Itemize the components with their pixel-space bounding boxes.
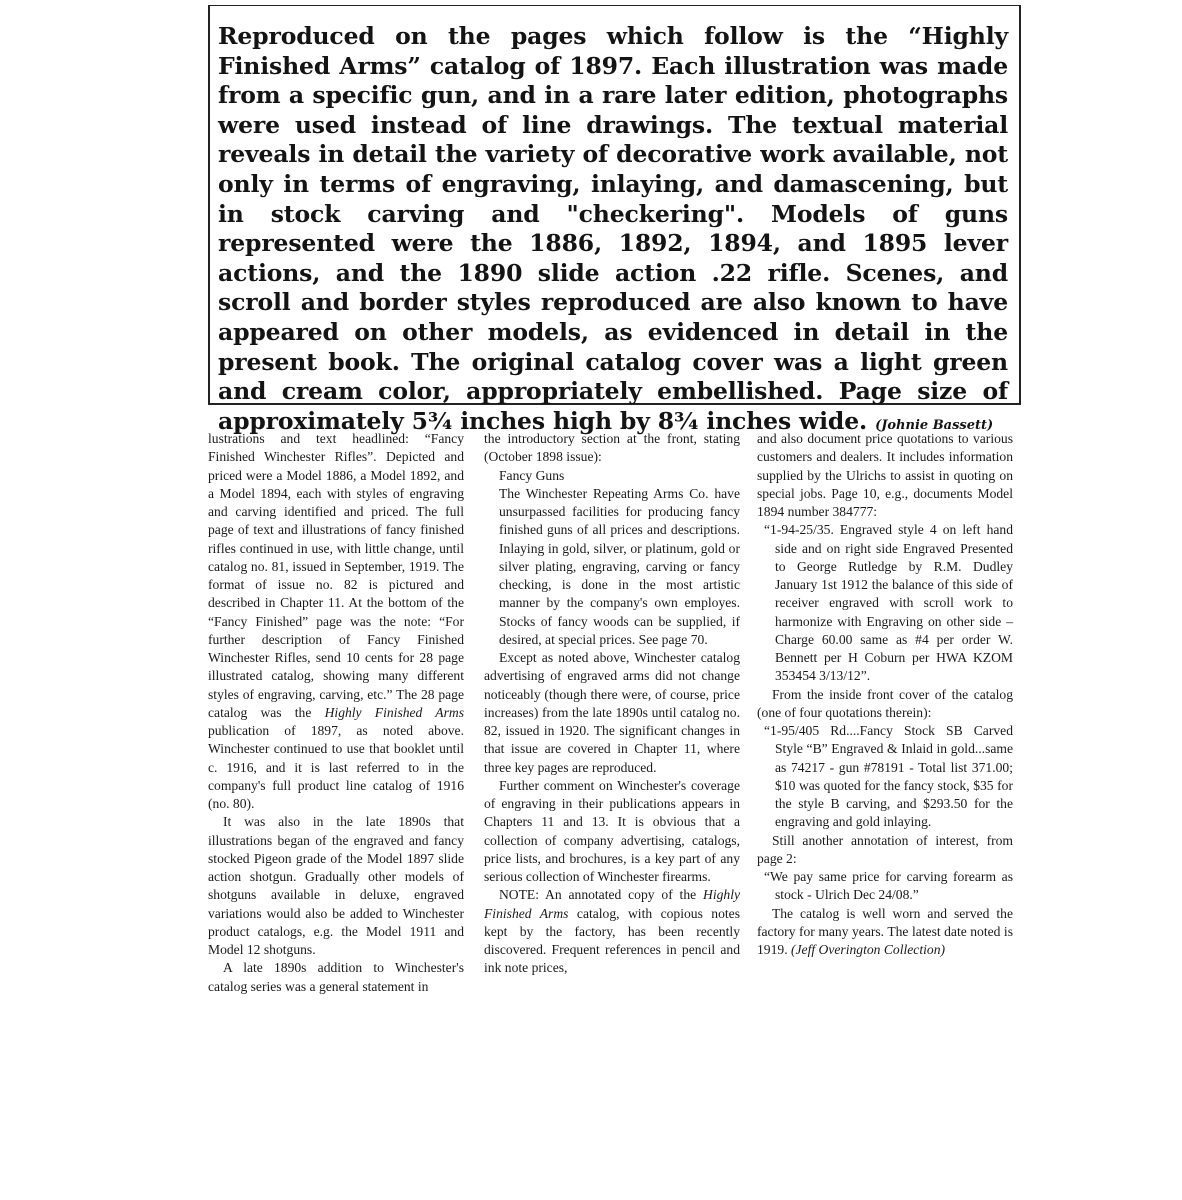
col2-quote-body: The Winchester Repeating Arms Co. have unsurpassed facilities for producing fancy finished guns of all prices and descriptions. Inlaying in gold, silver, or platinum, gold or silver plating, engraving, carving or fancy checking, is done in the most artistic manner by the company's own employes. Stocks of fancy woods can be supplied, if desired, at special prices. See page 70. [499, 485, 740, 647]
col3-paragraph-4 [757, 905, 1013, 960]
col3-paragraph-1: and also document price quotations to various customers and dealers. It includes information supplied by the Ulrichs to assist in quoting on special jobs. Page 10, e.g., documents Model 1894 number 384777: [757, 431, 1013, 519]
column-left [208, 430, 464, 996]
intro-text: Reproduced on the pages which follow is the “Highly Finished Arms” catalog of 1897. Each illustration was made from a specific gun, and in a rare later edition, photographs were used instead of line drawings. The textual material reveals in detail the variety of decorative work available, not only in terms of engraving, inlaying, and damascening, but in stock carving and "checkering". Models of guns represented were the 1886, 1892, 1894, and 1895 lever actions, and the 1890 slide action .22 rifle. Scenes, and scroll and border styles reproduced are also known to have appeared on other models, as evidenced in detail in the present book. The original catalog cover was a light green and cream color, appropriately embellished. Page size of approximately 5¾ inches high by 8¾ inches wide. [218, 22, 1008, 435]
col3-p4-credit: (Jeff Overington Collection) [791, 942, 946, 957]
col2-paragraph-1: the introductory section at the front, stating (October 1898 issue): [484, 431, 740, 465]
column-right [757, 430, 1013, 959]
col2-quote-title: Fancy Guns [499, 467, 565, 483]
column-middle [484, 430, 740, 978]
col2-p4-title: Highly Finished Arms [484, 887, 740, 921]
col2-paragraph-3: Further comment on Winchester's coverage of engraving in their publications appears in Chapters 11 and 13. It is obvious that a collection of company advertising, catalogs, price lists, and brochures, is a key part of any serious collection of Winchester firearms. [484, 777, 740, 884]
col2-p4-end: catalog, with copious notes kept by the factory, has been recently discovered. Frequent references in pencil and ink note prices, [484, 905, 740, 976]
col3-paragraph-3: Still another annotation of interest, from page 2: [757, 832, 1013, 866]
col1-p1-text: lustrations and text headlined: “Fancy Finished Winchester Rifles”. Depicted and priced were a Model 1886, a Model 1892, and a Model 1894, each with styles of engraving and carving identified and priced. The full page of text and illustrations of fancy finished rifles continued in use, with little change, until catalog no. 81, issued in September, 1919. The format of issue no. 82 is pictured and described in Chapter 11. At the bottom of the “Fancy Finished” page was the note: “For further description of Fancy Finished Winchester Rifles, send 10 cents for 28 page illustrated catalog, showing many different styles of engraving, carving, etc.” The 28 page catalog was the [208, 431, 464, 720]
col1-p1-end: publication of 1897, as noted above. Winchester continued to use that booklet until c. 1916, and it is last referred to in the company's full product line catalog of 1916 (no. 80). [208, 723, 464, 811]
col1-paragraph-3: A late 1890s addition to Winchester's catalog series was a general statement in [208, 960, 464, 994]
col3-quote-2: “1-95/405 Rd....Fancy Stock SB Carved Style “B” Engraved & Inlaid in gold...same as 74217 - gun #78191 - Total list 371.00; $10 was quoted for the fancy stock, $35 for the style B carving, and $293.50 for the engraving and gold inlaying. [764, 723, 1013, 830]
col1-paragraph-1 [208, 430, 464, 813]
col2-paragraph-2: Except as noted above, Winchester catalog advertising of engraved arms did not change noticeably (though there were, of course, price increases) from the late 1890s until catalog no. 82, issued in 1920. The significant changes in that issue are covered in Chapter 11, where three key pages are reproduced. [484, 650, 740, 775]
col1-p1-title: Highly Finished Arms [324, 704, 465, 720]
intro-credit: (Johnie Bassett) [875, 417, 994, 433]
col2-paragraph-4 [484, 886, 740, 977]
col2-p4-start: NOTE: An annotated copy of the [498, 887, 697, 903]
col3-quote-3: “We pay same price for carving forearm as stock - Ulrich Dec 24/08.” [764, 869, 1013, 903]
col3-paragraph-2: From the inside front cover of the catalog (one of four quotations therein): [757, 686, 1013, 720]
col1-paragraph-2: It was also in the late 1890s that illustrations began of the engraved and fancy stocked Pigeon grade of the Model 1897 slide action shotgun. Gradually other models of shotguns available in deluxe, engraved variations would also be added to Winchester product catalogs, e.g. the Model 1911 and Model 12 shotguns. [208, 814, 464, 957]
col3-quote-1: “1-94-25/35. Engraved style 4 on left hand side and on right side Engraved Presented to George Rutledge by R.M. Dudley January 1st 1912 the balance of this side of receiver engraved with scroll work to harmonize with Engraving on other side – Charge 60.00 same as #4 per order W. Bennett per H Coburn per HWA KZOM 353454 3/13/12”. [764, 522, 1013, 684]
col3-p4-text: The catalog is well worn and served the factory for many years. The latest date noted is 1919. [757, 905, 1013, 957]
intro-paragraph [218, 22, 1008, 440]
